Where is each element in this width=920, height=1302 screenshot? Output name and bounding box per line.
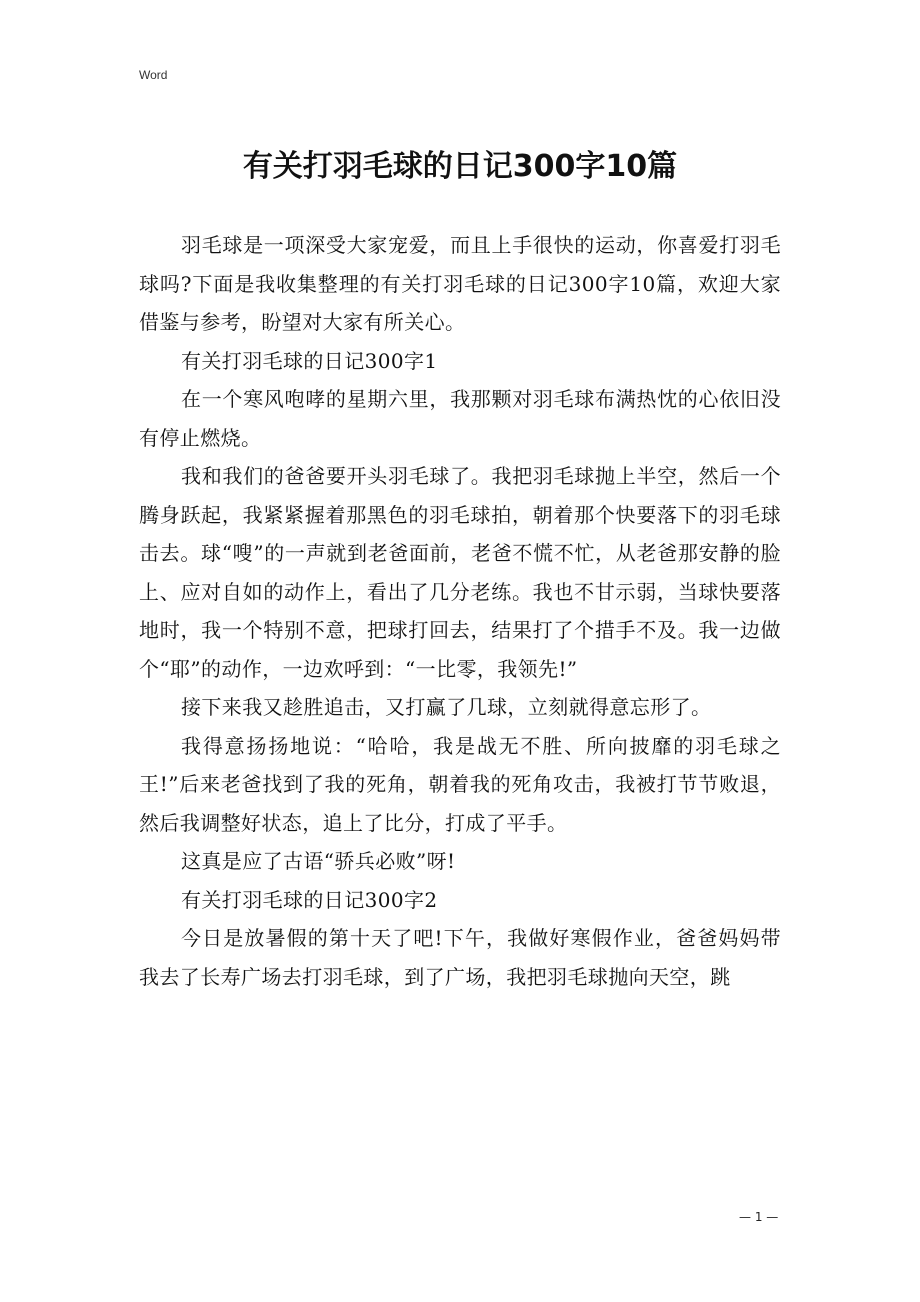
paragraph-intro: 羽毛球是一项深受大家宠爱，而且上手很快的运动，你喜爱打羽毛球吗?下面是我收集整理的有关打羽毛球的日记300字10篇，欢迎大家借鉴与参考，盼望对大家有所关心。 xyxy=(139,233,781,334)
page-number: — 1 — xyxy=(739,1210,779,1224)
paragraph: 接下来我又趁胜追击，又打赢了几球，立刻就得意忘形了。 xyxy=(181,695,712,719)
document-title: 有关打羽毛球的日记300字10篇 xyxy=(242,149,678,184)
document-body xyxy=(139,226,781,996)
paragraph: 我和我们的爸爸要开头羽毛球了。我把羽毛球抛上半空，然后一个腾身跃起，我紧紧握着那黑色的羽毛球拍，朝着那个快要落下的羽毛球击去。球“嗖”的一声就到老爸面前，老爸不慌不忙，从老爸那安静的脸上、应对自如的动作上，看出了几分老练。我也不甘示弱，当球快要落地时，我一个特别不意，把球打回去，结果打了个措手不及。我一边做个“耶”的动作，一边欢呼到：“一比零，我领先!” xyxy=(139,464,781,681)
paragraph: 在一个寒风咆哮的星期六里，我那颗对羽毛球布满热忱的心依旧没有停止燃烧。 xyxy=(139,387,781,450)
paragraph: 今日是放暑假的第十天了吧!下午，我做好寒假作业，爸爸妈妈带我去了长寿广场去打羽毛球，到了广场，我把羽毛球抛向天空，跳 xyxy=(139,926,781,989)
document-source-label: Word xyxy=(139,68,168,82)
section-heading-2: 有关打羽毛球的日记300字2 xyxy=(181,887,438,912)
section-heading-1: 有关打羽毛球的日记300字1 xyxy=(181,348,438,373)
paragraph: 这真是应了古语“骄兵必败”呀! xyxy=(181,849,456,873)
paragraph: 我得意扬扬地说：“哈哈，我是战无不胜、所向披靡的羽毛球之王!”后来老爸找到了我的死角，朝着我的死角攻击，我被打节节败退，然后我调整好状态，追上了比分，打成了平手。 xyxy=(139,733,781,835)
